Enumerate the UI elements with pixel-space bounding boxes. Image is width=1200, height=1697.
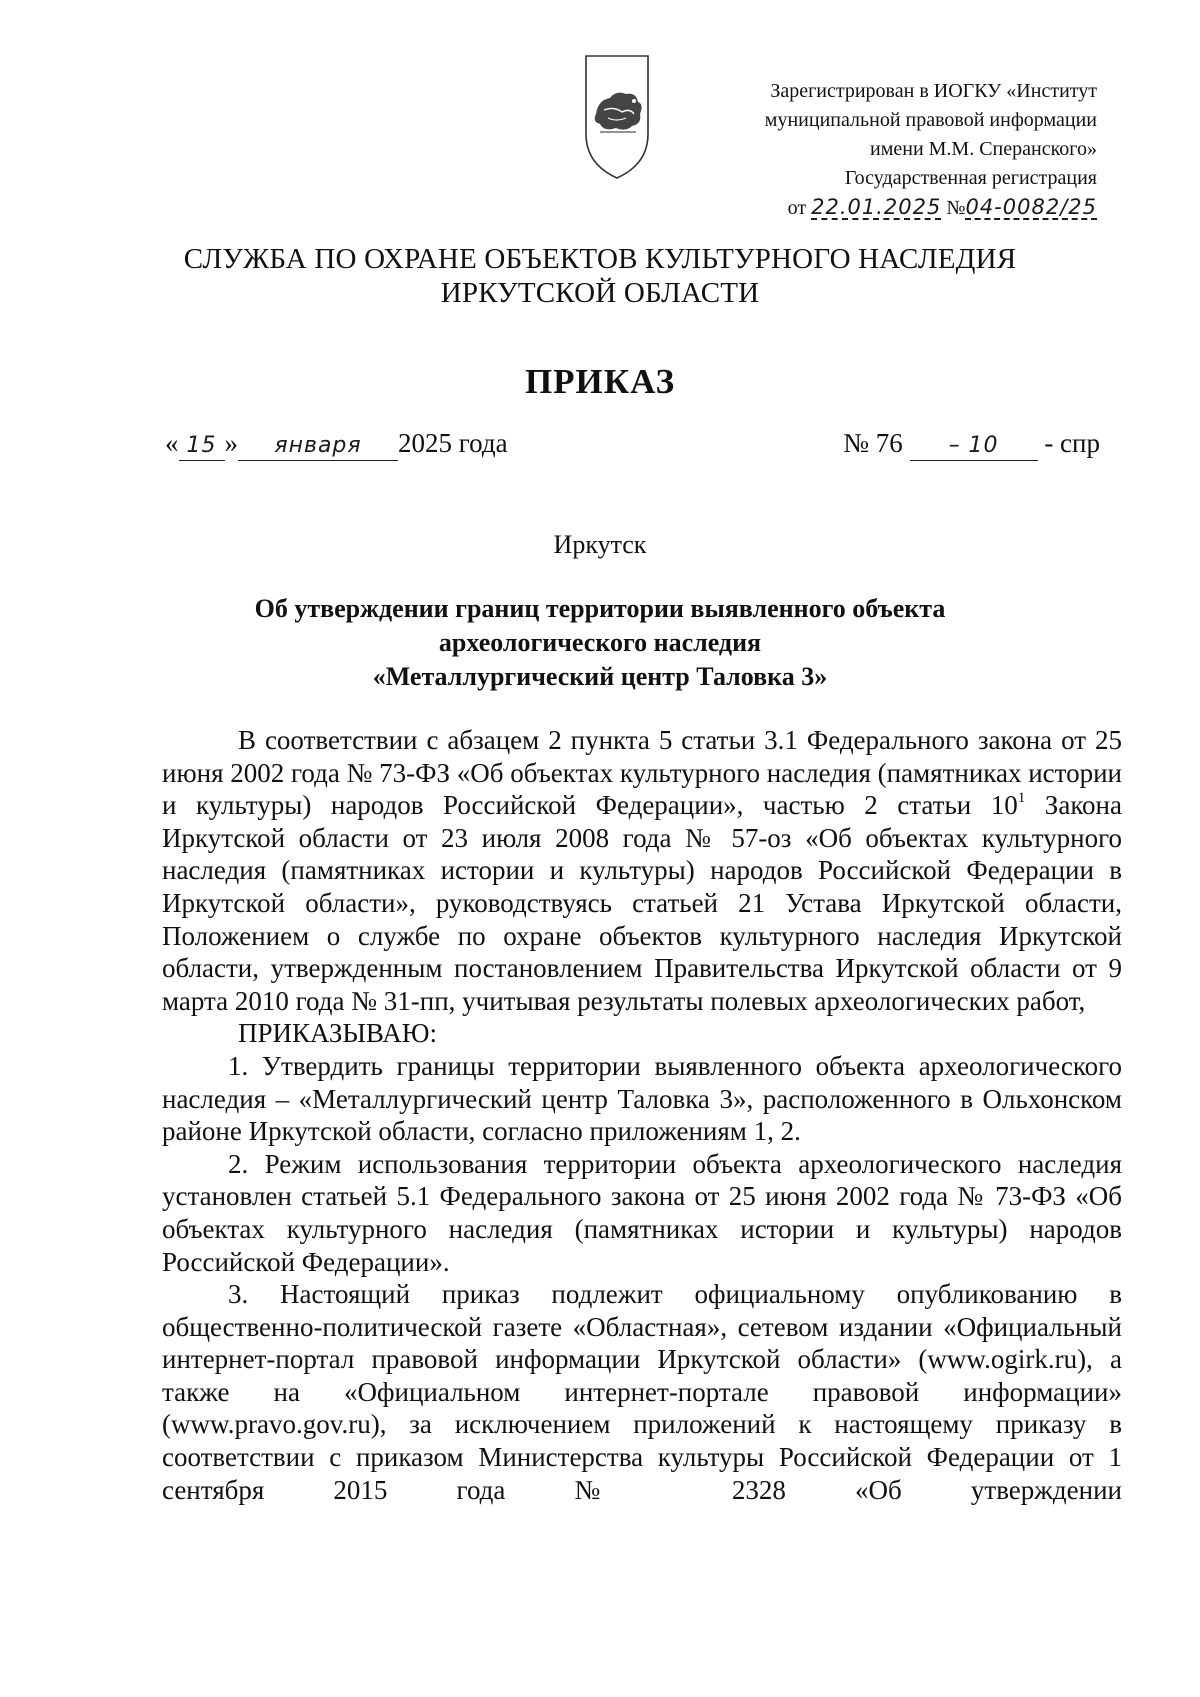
registration-line-5 — [677, 193, 1097, 223]
date-close-quote: » — [224, 428, 238, 458]
superscript: 1 — [1017, 790, 1026, 807]
number-prefix: № 76 — [843, 428, 903, 458]
preamble-text-part-2: Закона Иркутской области от 23 июля 2008 года № 57-оз «Об объектах культурного наследия (памятниках истории и культуры) народов Российской Федерации в Иркутской области», руководствуясь статьей 21 Устава Иркутской области, Положением о службе по охране объектов культурного наследия Иркутской области, утвержденным постановлением Правительства Иркутской области от 9 марта 2010 года № 31-пп, учитывая результаты полевых археологических работ, — [162, 790, 1122, 1016]
registration-line-4: Государственная регистрация — [844, 167, 1097, 189]
agency-name-line-1: СЛУЖБА ПО ОХРАНЕ ОБЪЕКТОВ КУЛЬТУРНОГО НАСЛЕДИЯ — [183, 243, 1017, 275]
date-open-quote: « — [165, 428, 179, 458]
order-date — [165, 428, 508, 461]
item-3: 3. Настоящий приказ подлежит официальному опубликованию в общественно-политической газете «Областная», сетевом издании «Официальный интернет-портал правовой информации Иркутской области» (www.ogirk.ru), а также на «Официальном интернет-портале правовой информации» (www.pravo.gov.ru), за исключением приложений к настоящему приказу в соответствии с приказом Министерства культуры Российской Федерации от 1 сентября 2015 года № 2328 «Об утверждении — [162, 1279, 1122, 1505]
registration-line-2: муниципальной правовой информации — [764, 109, 1097, 131]
command-word: ПРИКАЗЫВАЮ: — [238, 1018, 437, 1049]
subject-line-1: Об утверждении границ территории выявленного объекта — [254, 594, 946, 623]
registration-number: 04-0082/25 — [965, 195, 1097, 219]
item-2: 2. Режим использования территории объекта археологического наследия установлен статьей 5.1 Федерального закона от 25 июня 2002 года № 73-ФЗ «Об объектах культурного наследия (памятниках истории и культуры) народов Российской Федерации». — [162, 1148, 1122, 1277]
registration-line-3: имени М.М. Сперанского» — [870, 138, 1097, 160]
order-number — [843, 428, 1100, 461]
number-handwritten: – 10 — [910, 432, 1038, 461]
number-suffix: - спр — [1044, 428, 1100, 458]
agency-name-line-2: ИРКУТСКОЙ ОБЛАСТИ — [440, 277, 760, 309]
order-body — [162, 724, 1122, 1506]
item-1: 1. Утвердить границы территории выявленного объекта археологического наследия – «Металлургический центр Таловка 3», расположенного в Ольхонском районе Иркутской области, согласно приложениям 1, 2. — [162, 1050, 1122, 1147]
subject-line-2: археологического наследия — [438, 628, 762, 657]
registration-line-1: Зарегистрирован в ИОГКУ «Институт — [770, 80, 1097, 102]
order-subject — [0, 592, 1200, 694]
agency-name — [0, 242, 1200, 310]
date-month: января — [238, 432, 398, 461]
document-type-title: ПРИКАЗ — [524, 362, 676, 401]
registration-from-label: от — [787, 197, 807, 219]
registration-no-label: № — [946, 197, 966, 219]
preamble-text-part-1: В соответствии с абзацем 2 пункта 5 статьи 3.1 Федерального закона от 25 июня 2002 года № 73-ФЗ «Об объектах культурного наследия (памятниках истории и культуры) народов Российской Федерации», частью 2 статьи 10 — [162, 725, 1122, 821]
coat-of-arms-icon — [582, 52, 652, 182]
date-year: 2025 года — [398, 428, 508, 458]
registration-date: 22.01.2025 — [811, 195, 942, 219]
subject-line-3: «Металлургический центр Таловка 3» — [372, 662, 828, 691]
preamble-paragraph — [162, 724, 1122, 1017]
date-day: 15 — [179, 432, 225, 461]
city: Иркутск — [553, 530, 647, 559]
registration-block — [677, 77, 1097, 223]
